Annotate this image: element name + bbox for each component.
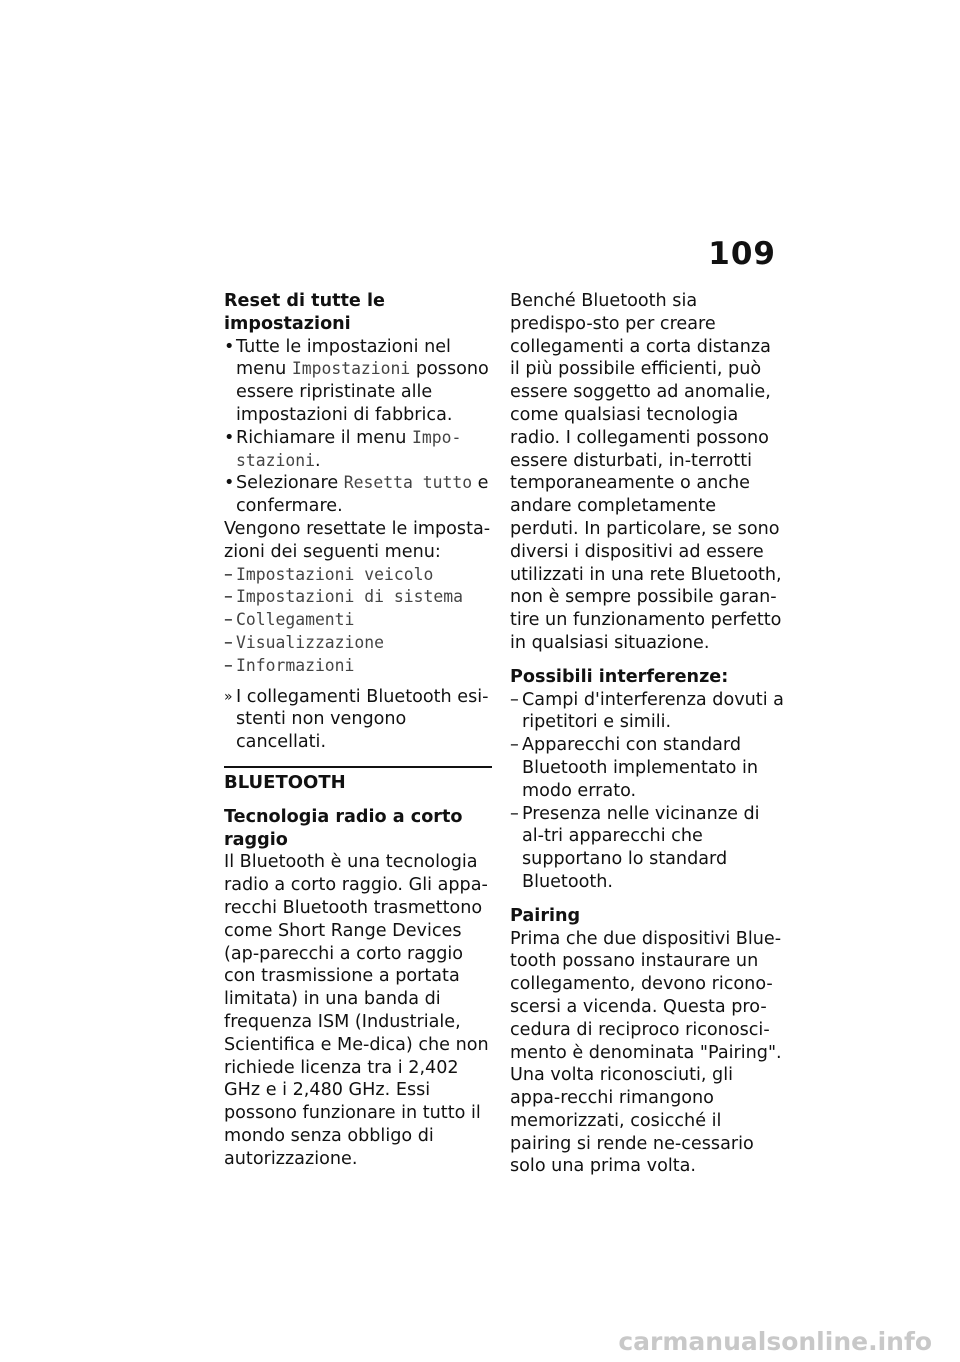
menu-name: Impo-stazioni [236,427,462,470]
interference-item: – Campi d'interferenza dovuti a ripetitori e simili. [510,689,784,733]
pairing-heading: Pairing [510,905,581,926]
reset-heading: Reset di tutte le impostazioni [224,291,385,334]
bullet-icon: • [224,427,235,448]
radio-text: Il Bluetooth è una tecnologia radio a corto raggio. Gli appa-recchi Bluetooth trasmettono come Short Range Devices (ap-parecchi a corto raggio con trasmissione a portata limitata) in una banda di frequenza ISM (Industriale, Scientifica e Me-dica) che non richiede licenza tra i 2,402 GHz e i 2,480 GHz. Essi possono funzionare in tutto il mondo senza obbligo di autorizzazione. [224,852,489,1169]
dash-icon: – [510,735,519,756]
menu-list-item: – Impostazioni veicolo [224,564,434,585]
menu-name: Impostazioni [291,359,411,379]
note-arrow-icon: » [224,688,233,705]
dash-icon: – [224,610,233,631]
page-number: 109 [708,236,776,272]
bullet-icon: • [224,473,235,494]
menu-list-item: – Collegamenti [224,610,355,631]
menu-list-item: – Visualizzazione [224,632,385,653]
menu-list-item: – Informazioni [224,655,355,676]
dash-icon: – [224,632,233,653]
dash-icon: – [224,564,233,585]
bullet-item: • Tutte le impostazioni nel menu Impostazioni possono essere ripristinate alle impostazioni di fabbrica. [224,336,489,425]
interference-item: – Apparecchi con standard Bluetooth implementato in modo errato. [510,735,758,801]
bullet-item: • Selezionare Resetta tutto e confermare. [224,473,489,517]
section-title: BLUETOOTH [224,771,346,793]
menu-name: Resetta tutto [343,473,473,493]
interference-item: – Presenza nelle vicinanze di al-tri apparecchi che supportano lo standard Bluetooth. [510,803,760,892]
section-divider [224,766,492,768]
right-column [510,290,785,1178]
dash-icon: – [510,689,519,710]
left-column [224,290,494,1170]
dash-icon: – [510,803,519,824]
watermark-logo: carmanualsonline.info [618,1327,932,1356]
note: » I collegamenti Bluetooth esi-stenti non vengono cancellati. [224,686,489,753]
pairing-text: Prima che due dispositivi Blue-tooth possano instaurare un collegamento, devono ricono-scersi a vicenda. Questa pro-cedura di reciproco riconosci-mento è denominata "Pairing". Una volta riconosciuti, gli appa-recchi rimangono memorizzati, cosicché il pairing si rende ne-cessario solo una prima volta. [510,928,782,1177]
interference-heading: Possibili interferenze: [510,666,729,687]
dash-icon: – [224,587,233,608]
bullet-item: • Richiamare il menu Impo-stazioni. [224,427,462,471]
radio-heading: Tecnologia radio a corto raggio [224,806,463,850]
bullet-icon: • [224,336,235,357]
bluetooth-intro: Benché Bluetooth sia predispo-sto per creare collegamenti a corta distanza il più possibile efficienti, può essere soggetto ad anomalie, come qualsiasi tecnologia radio. I collegamenti possono essere disturbati, in-terrotti temporaneamente o anche andare completamente perduti. In particolare, se sono diversi i dispositivi ad essere utilizzati in una rete Bluetooth, non è sempre possibile garan-tire un funzionamento perfetto in qualsiasi situazione. [510,291,782,653]
menu-list-item: – Impostazioni di sistema [224,587,463,608]
dash-icon: – [224,655,233,676]
reset-intro: Vengono resettate le imposta-zioni dei seguenti menu: [224,518,491,562]
